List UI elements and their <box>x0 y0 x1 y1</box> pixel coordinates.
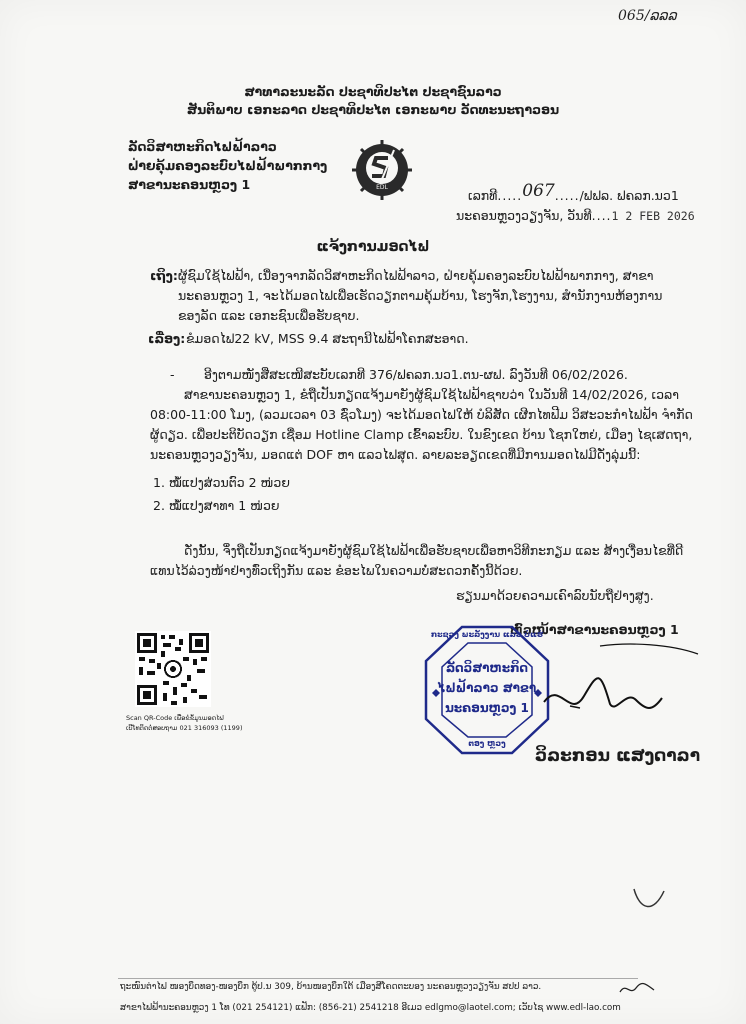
doc-date-prefix: ນະຄອນຫຼວງວຽງຈັນ, ວັນທີ <box>456 208 592 223</box>
to-text <box>178 266 662 326</box>
subject-text: ຂໍມອດໄຟ22 kV, MSS 9.4 ສະຖານີໄຟຟ້າໂຄກສະອາດ. <box>186 331 469 346</box>
closing-paragraph <box>150 541 683 581</box>
national-header-line1: ສາທາລະນະລັດ ປະຊາທິປະໄຕ ປະຊາຊົນລາວ <box>244 84 502 99</box>
org-line2: ຝ່າຍຄຸ້ມຄອງລະບົບໄຟຟ້າພາກກາງ <box>128 158 328 173</box>
notice-title: ແຈ້ງການມອດໄຟ <box>316 239 430 255</box>
signature <box>540 640 710 730</box>
org-line1: ລັດວິສາຫະກິດໄຟຟ້າລາວ <box>128 139 277 154</box>
to-line-3: ຂອງລັດ ແລະ ເອກະຊົນເພື່ອຮັບຊາບ. <box>178 308 360 323</box>
reference-bullet: - <box>170 367 175 382</box>
closing-line-2: ແທນໄວ້ລ່ວງໜ້າຢ່າງທົ່ວເຖິງກັນ ແລະ ຂໍອະໄພໃນຄວາມບໍ່ສະດວກຄັ້ງນີ້ດ້ວຍ. <box>150 563 523 578</box>
signer-name: ວິລະກອນ ແສງດາລາ <box>535 746 701 766</box>
body-line-2: 08:00-11:00 ໂມງ, (ລວມເວລາ 03 ຊົ່ວໂມງ) ຈະໄດ້ມອດໄຟໃຫ້ ບໍລິສັດ ເຜີກໄທຟີມ ວິສະວະກຳໄຟຟ້າ ຈຳກັດ <box>150 407 693 422</box>
seal-ring-bottom: ຕອງ ຫຼວງ <box>468 739 506 748</box>
body-line-3: ຜູ້ດຽວ. ເພື່ອປະຕິບັດວຽກ ເຊື່ອມ Hotline Clamp ເຂົ້າລະບົບ. ໃນຂົງເຂດ ບ້ານ ໂຊກໃຫຍ່, ເມືອງ ໄຊເສດຖາ, <box>150 427 693 442</box>
regards-line: ຮຽນມາດ້ວຍຄວາມເຄົາລົບນັບຖືຢ່າງສູງ. <box>456 588 654 603</box>
body-paragraph <box>150 385 693 465</box>
qr-caption-line1: Scan QR-Code ເພື່ອຂໍຂໍ້ມູນມອດໄຟ <box>126 714 224 722</box>
reference-line: ອີງຕາມໜັງສືສະເໜີສະບັບເລກທີ 376/ຟຄລກ.ນວ1.ຕນ-ຜຟ. ລົງວັນທີ 06/02/2026. <box>204 367 628 382</box>
doc-number-suffix: /ຟຟລ. ຟຄລກ.ນວ1 <box>579 188 679 203</box>
to-line-2: ນະຄອນຫຼວງ 1, ຈະໄດ້ມອດໄຟເພື່ອເຮັດວຽກຕາມຄຸ້ມບ້ານ, ໂຮງຈັກ,ໂຮງງານ, ສຳນັກງານຫ້ອງການ <box>178 288 663 303</box>
doc-number: ເລກທີ.....067...../ຟຟລ. ຟຄລກ.ນວ1 <box>468 181 679 203</box>
national-header-line2: ສັນຕິພາບ ເອກະລາດ ປະຊາທິປະໄຕ ເອກະພາບ ວັດທະນະຖາວອນ <box>186 102 560 117</box>
edl-logo <box>350 138 414 202</box>
closing-line-1: ດັ່ງນັ້ນ, ຈຶ່ງຖືເປັນກຽດແຈ້ງມາຍັງຜູ້ຊົມໃຊ້ໄຟຟ້າເພື່ອຮັບຊາບເພື່ອຫາວິທີກະກຽມ ແລະ ສ້າງເງື່ອນໄຂທີ່ດີ <box>184 543 684 558</box>
doc-date: ນະຄອນຫຼວງວຽງຈັນ, ວັນທີ....1 2 FEB 2026 <box>456 208 695 223</box>
qr-caption-line2: ເບີໂທຕິດຕໍ່ສອບຖາມ 021 316093 (1199) <box>126 724 243 732</box>
doc-number-prefix: ເລກທີ <box>468 188 498 203</box>
seal-line-2: ໄຟຟ້າລາວ ສາຂາ <box>437 681 537 695</box>
subject-label: ເລື່ອງ: <box>148 331 186 346</box>
body-line-4: ນະຄອນຫຼວງວຽງຈັນ, ມອດແຕ່ DOF ຫາ ແລວໄຟສຸດ. ລາຍລະອຽດເຂດທີ່ມີການມອດໄຟມີດັ່ງລຸ່ມນີ້: <box>150 447 641 462</box>
corner-reference: 065/ລລລ <box>618 8 677 24</box>
list-item: 2. ໝໍ້ແປງສາທາ 1 ໜ່ວຍ <box>153 498 280 513</box>
to-label: ເຖິງ: <box>150 268 178 283</box>
seal-ring-top: ກະຊວງ ພະລັງງານ ແລະ ບໍ່ແຮ່ <box>430 630 544 639</box>
qr-code <box>135 631 211 707</box>
doc-number-handwritten: 067 <box>522 181 555 201</box>
footer-divider-top <box>118 978 638 979</box>
footer-line1: ຖະໜົນຕ່າໄຟ ໜອງບຶດທອງ-ໜອງບຶກ ຕູ້ປ.ນ 309, ບ້ານໜອງບຶກໃຕ້ ເມືອງສີໂຄດຕະບອງ ນະຄອນຫຼວງວຽງຈັນ ສປປ ລາວ. <box>120 982 542 992</box>
footer-initials <box>618 980 658 998</box>
signer-title: ຫົວໜ້າສາຂານະຄອນຫຼວງ 1 <box>510 622 679 637</box>
seal-line-3: ນະຄອນຫຼວງ 1 <box>445 701 529 715</box>
list-item: 1. ໝໍ້ແປງສ່ວນຕົວ 2 ໜ່ວຍ <box>153 475 290 490</box>
logo-caption: EDL <box>376 184 388 191</box>
to-line-1: ຜູ້ຊົມໃຊ້ໄຟຟ້າ, ເນື່ອງຈາກລັດວິສາຫະກິດໄຟຟ້າລາວ, ຝ່າຍຄຸ້ມຄອງລະບົບໄຟຟ້າພາກກາງ, ສາຂາ <box>178 268 654 283</box>
official-seal <box>424 625 550 755</box>
pen-mark <box>630 885 670 915</box>
seal-line-1: ລັດວິສາຫະກິດ <box>445 661 529 675</box>
footer-line2: ສາຂາໄຟຟ້ານະຄອນຫຼວງ 1 ໂທ (021 254121) ແຟັກ: (856-21) 2541218 ອີເມວ edlgmo@laotel.com; ເວັບໄຊ www.edl-lao.com <box>120 1003 621 1013</box>
doc-date-stamped: 1 2 FEB 2026 <box>611 209 695 223</box>
body-line-1: ສາຂານະຄອນຫຼວງ 1, ຂໍຖືເປັນກຽດແຈ້ງມາຍັງຜູ້ຊົມໃຊ້ໄຟຟ້າຊາບວ່າ ໃນວັນທີ 14/02/2026, ເວລາ <box>184 387 679 402</box>
org-line3: ສາຂານະຄອນຫຼວງ 1 <box>128 177 251 192</box>
